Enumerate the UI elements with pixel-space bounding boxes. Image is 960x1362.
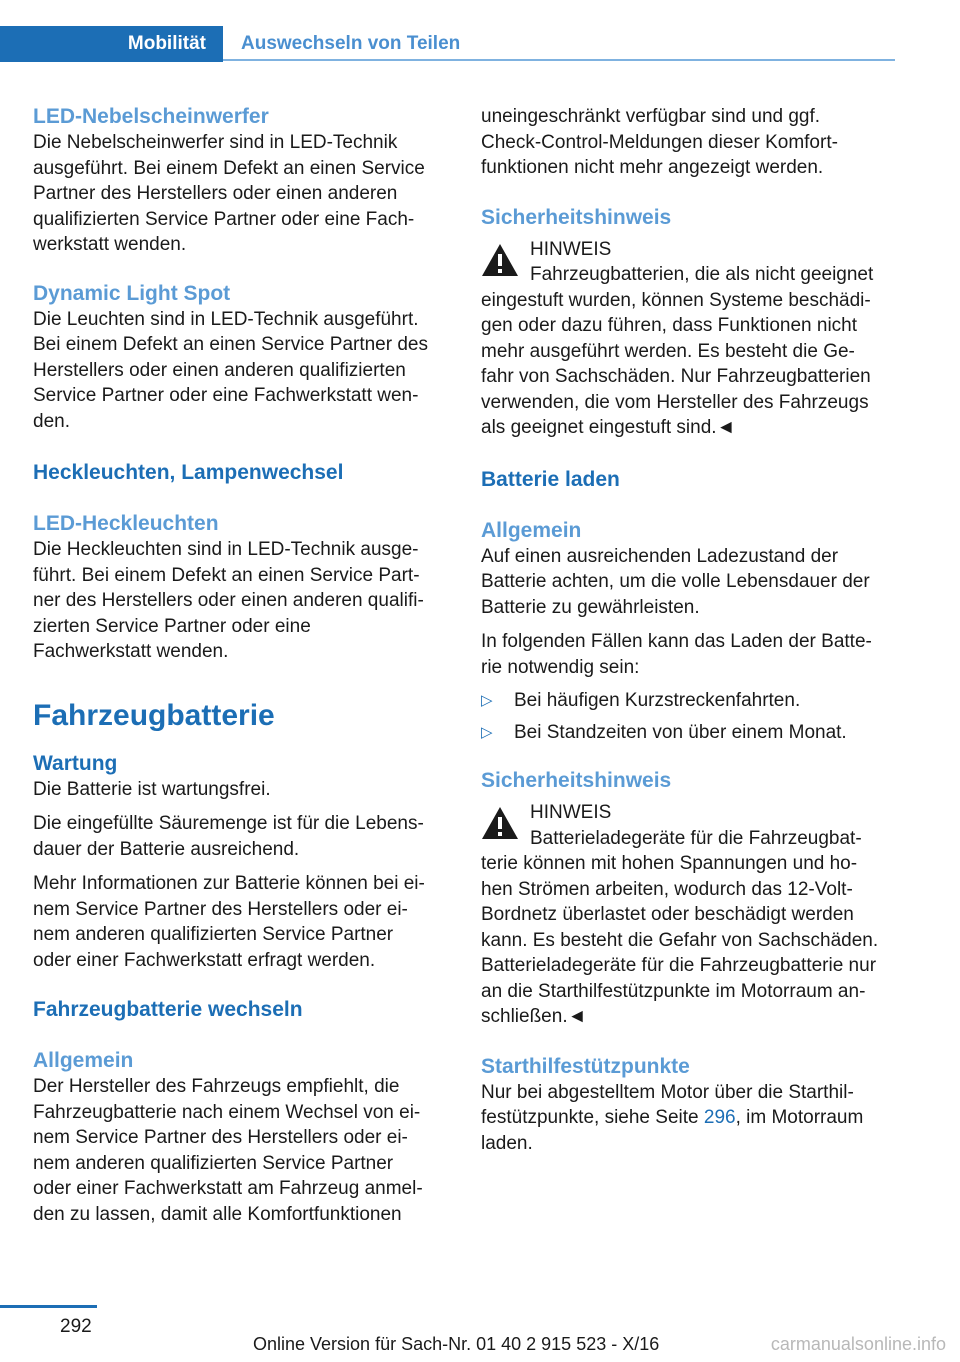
warning-first-line-1: Fahrzeugbatterien, die als nicht geeignet (530, 264, 874, 285)
warning-first-line-2: Batterieladegeräte für die Fahrzeugbat‐ (530, 827, 862, 849)
para-led-nebel: Die Nebelscheinwerfer sind in LED-Technik ausgeführt. Bei einem Defekt an einen Service Partner des Herstellers oder einen anderen qualifizierten Service Partner oder eine Fach‐ werkstatt wenden. (33, 132, 425, 255)
para-allgemein-1: Auf einen ausreichenden Ladezustand der Batterie achten, um die volle Lebensdauer der Batterie zu gewährleisten. (481, 545, 870, 618)
warning-text-1: eingestuft wurden, können Systeme beschädi‐ gen oder dazu führen, dass Funktionen nicht mehr ausgeführt werden. Es besteht die Ge‐ fahr von Sachschäden. Nur Fahrzeugbatterien verwenden, die vom Hersteller des Fahrzeugs als geeignet eingestuft sind.◄ (481, 289, 871, 438)
para-wartung-3: Mehr Informationen zur Batterie können bei ei‐ nem Service Partner des Herstellers oder ei‐ nem anderen qualifizierten Service Partner oder einer Fachwerkstatt erfragt werden. (33, 873, 425, 971)
heading-led-nebel: LED-Nebelscheinwerfer (33, 105, 269, 128)
left-column (33, 104, 449, 1227)
bullet-list (481, 688, 897, 745)
heading-fahrzeugbatterie: Fahrzeugbatterie (33, 698, 275, 732)
heading-sicherheitshinweis-2: Sicherheitshinweis (481, 769, 672, 792)
heading-allgemein-right: Allgemein (481, 518, 582, 542)
section-tab: Mobilität (0, 26, 223, 62)
warning-label-2: HINWEIS (530, 802, 612, 823)
warning-triangle-icon (481, 806, 519, 840)
warning-box-1 (481, 237, 897, 441)
bullet-triangle-icon: ▷ (481, 723, 493, 741)
heading-dynamic-light: Dynamic Light Spot (33, 281, 231, 305)
heading-batterie-wechseln: Fahrzeugbatterie wechseln (33, 998, 303, 1021)
list-item: ▷ Bei häufigen Kurzstreckenfahrten. (481, 688, 897, 714)
warning-label-1: HINWEIS (530, 238, 612, 260)
footer-text: Online Version für Sach-Nr. 01 40 2 915 523 - X/16 (253, 1334, 660, 1354)
heading-led-heck: LED-Heckleuchten (33, 512, 219, 535)
para-allgemein-2: In folgenden Fällen kann das Laden der Batte‐ rie notwendig sein: (481, 631, 872, 678)
heading-sicherheitshinweis-1: Sicherheitshinweis (481, 205, 672, 229)
chapter-title: Auswechseln von Teilen (241, 33, 461, 54)
para-dynamic-light: Die Leuchten sind in LED-Technik ausgeführt. Bei einem Defekt an einen Service Partner des Herstellers oder einen anderen qualifizierten Service Partner oder eine Fachwerkstatt wen‐ den. (33, 308, 428, 432)
footer-rule (0, 1305, 97, 1308)
para-starthilfe: Nur bei abgestelltem Motor über die Starthil‐ festützpunkte, siehe Seite 296, im Motorraum laden. (481, 1081, 864, 1154)
heading-allgemein-left: Allgemein (33, 1049, 134, 1072)
heading-starthilfe: Starthilfestützpunkte (481, 1054, 690, 1078)
heading-batterie-laden: Batterie laden (481, 467, 620, 491)
warning-text-2: terie können mit hohen Spannungen und ho‐ hen Strömen arbeiten, wodurch das 12-Volt- Bordnetz überlastet oder beschädigt werden kann. Es besteht die Gefahr von Sachschäden. Batterieladegeräte für die Fahrzeugbatterie nur an die Starthilfestützpunkte im Motorraum an‐ schließen.◄ (481, 853, 879, 1027)
para-allgemein-left: Der Hersteller des Fahrzeugs empfiehlt, die Fahrzeugbatterie nach einem Wechsel von ei‐ nem Service Partner des Herstellers oder ei‐ nem anderen qualifizierten Service Partner oder einer Fachwerkstatt am Fahrzeug anmel‐ den zu lassen, damit alle Komfortfunktionen (33, 1076, 423, 1225)
heading-heckleuchten: Heckleuchten, Lampenwechsel (33, 461, 344, 484)
para-continued: uneingeschränkt verfügbar sind und ggf. Check-Control-Meldungen dieser Komfort‐ funktionen nicht mehr angezeigt werden. (481, 106, 838, 178)
heading-wartung: Wartung (33, 751, 118, 775)
page-number: 292 (60, 1316, 92, 1337)
warning-triangle-icon (481, 243, 519, 277)
right-column (481, 104, 897, 1156)
list-item: ▷ Bei Standzeiten von über einem Monat. (481, 720, 897, 746)
para-led-heck: Die Heckleuchten sind in LED-Technik ausge‐ führt. Bei einem Defekt an einen Service Part‐ ner des Herstellers oder einen anderen qualifi‐ zierten Service Partner oder eine Fachwerkstatt wenden. (33, 539, 424, 662)
header-rule (223, 59, 895, 61)
page-header (0, 26, 895, 62)
para-wartung-1: Die Batterie ist wartungsfrei. (33, 778, 271, 800)
warning-box-2 (481, 800, 897, 1030)
bullet-triangle-icon: ▷ (481, 692, 493, 709)
watermark: carmanualsonline.info (770, 1334, 946, 1354)
para-wartung-2: Die eingefüllte Säuremenge ist für die Lebens‐ dauer der Batterie ausreichend. (33, 813, 424, 860)
page-link-296[interactable]: 296 (703, 1107, 736, 1128)
